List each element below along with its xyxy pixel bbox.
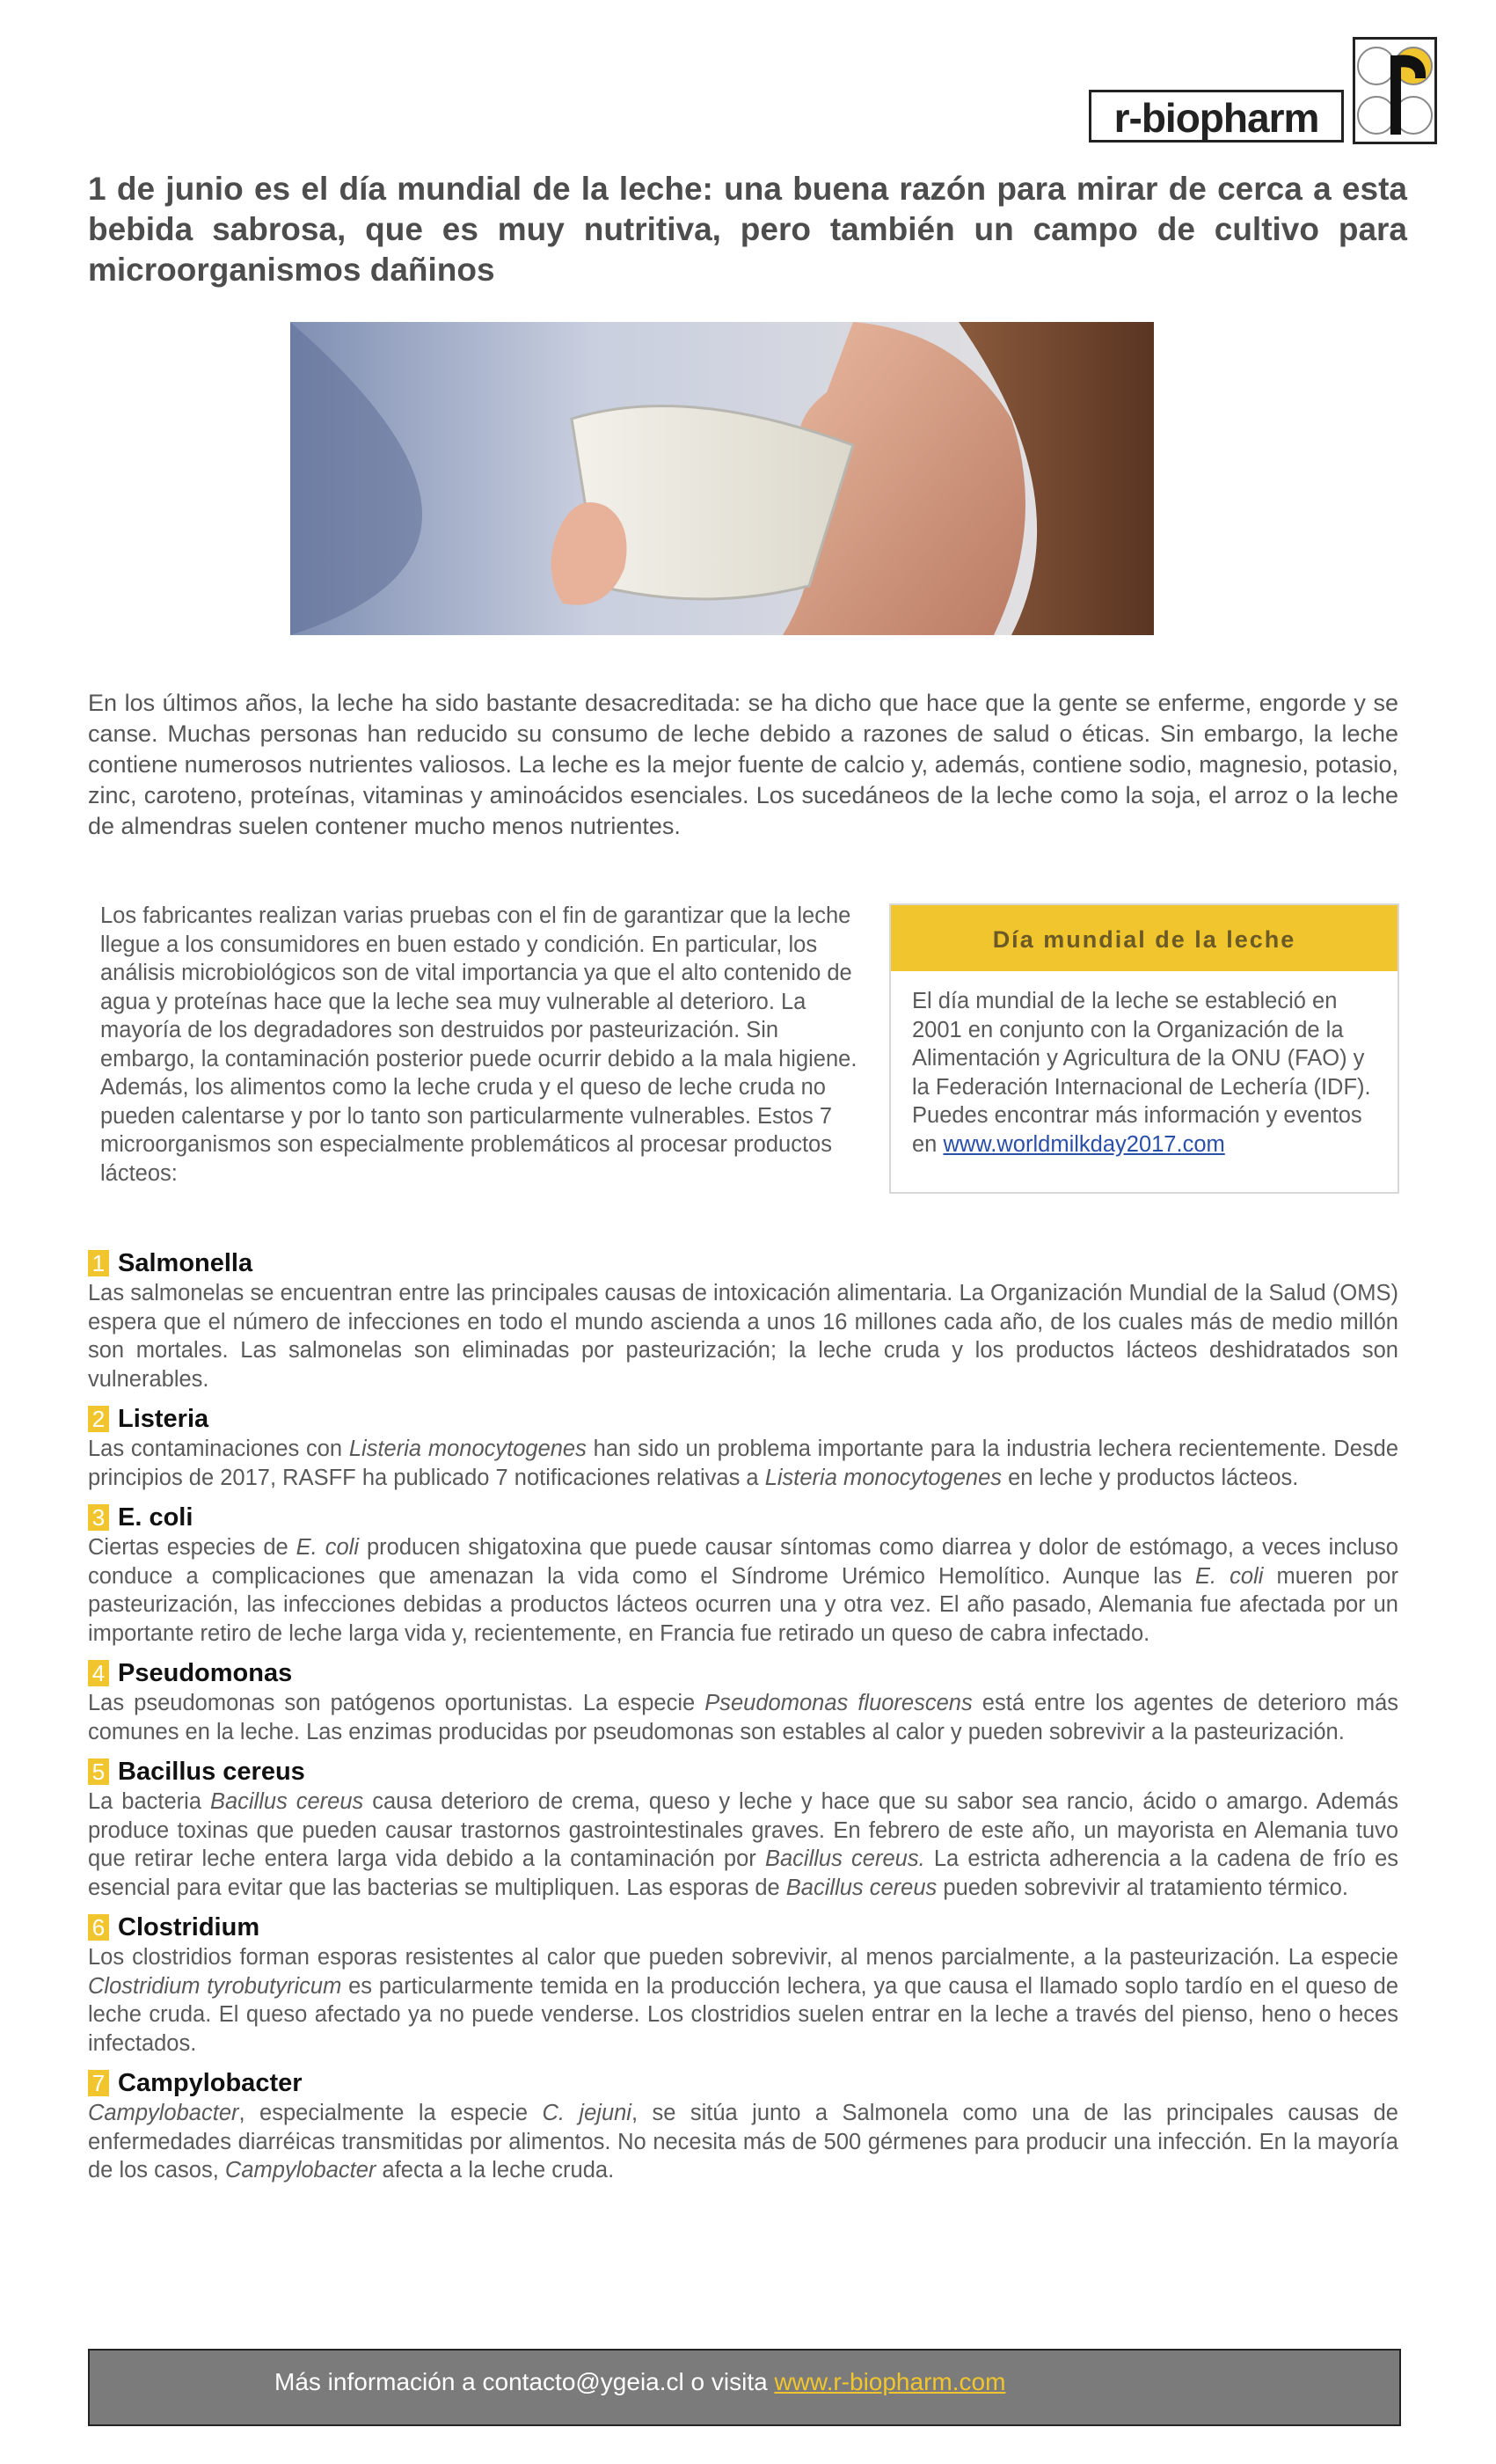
body-text: Ciertas especies de [88,1535,296,1560]
species-name: Pseudomonas fluorescens [704,1691,973,1715]
list-item-header [88,1403,1398,1435]
species-name: C. jejuni [542,2101,631,2125]
list-item [88,1756,1398,1902]
species-name: Listeria monocytogenes [764,1465,1003,1490]
list-item-number-badge: 7 [88,2070,109,2096]
list-item-header [88,1912,1398,1943]
footer-contact-text: Más información a contacto@ygeia.cl o visita [274,2368,775,2395]
hero-image [290,322,1154,635]
intro-paragraph: En los últimos años, la leche ha sido bastante desacreditada: se ha dicho que hace que la gente se enferme, engorde y se canse. Muchas personas han reducido su consumo de leche debido a razones de salud o éticas. Sin embargo, la leche contiene numerosos nutrientes valiosos. La leche es la mejor fuente de calcio y, además, contiene sodio, magnesio, potasio, zinc, caroteno, proteínas, vitaminas y aminoácidos esenciales. Los sucedáneos de la leche como la soja, el arroz o la leche de almendras suelen contener mucho menos nutrientes. [88,690,1398,839]
list-item-number-badge: 4 [88,1660,109,1686]
species-name: Clostridium tyrobutyricum [88,1973,342,1999]
callout-box [889,903,1399,1194]
list-item [88,1912,1398,2058]
list-item-body [88,1279,1398,1393]
list-item-header [88,1502,1398,1533]
body-text: afecta a la leche cruda. [376,2158,615,2183]
list-item [88,1657,1398,1746]
list-item-title: Listeria [118,1404,209,1433]
body-text: mueren por pasteurización, las infecciones debidas a productos lácteos ocurren una y otra vez. El año pasado, Alemania fue afectada por un importante retiro de leche larga vida y, recientemente, en Francia fue retirado un queso de cabra infectado. [88,1563,1398,1646]
rbiopharm-link[interactable]: www.r-biopharm.com [774,2368,1006,2395]
list-item [88,2067,1398,2185]
list-item-body [88,1788,1398,1902]
species-name: Bacillus cereus. [764,1846,925,1871]
list-item-header [88,1657,1398,1689]
list-item-title: Campylobacter [118,2068,303,2097]
lead-paragraph: Los fabricantes realizan varias pruebas con el fin de garantizar que la leche llegue a los consumidores en buen estado y condición. En particular, los análisis microbiológicos son de vital importancia ya que el alto contenido de agua y proteínas hace que la leche sea muy vulnerable al deterioro. La mayoría de los degradadores son destruidos por pasteurización. Sin embargo, la contaminación posterior puede ocurrir debido a la mala higiene. Además, los alimentos como la leche cruda y el queso de leche cruda no pueden calentarse y por lo tanto son particularmente vulnerables. Estos 7 microorganismos son especialmente problemáticos al procesar productos lácteos: [100,903,857,1186]
list-item-header [88,2067,1398,2099]
callout-body [891,971,1397,1159]
body-text: han sido un problema importante para la industria lechera recientemente. Desde principios de 2017, RASFF ha publicado 7 notificaciones relativas a [88,1437,1398,1490]
callout-text: El día mundial de la leche se estableció en 2001 en conjunto con la Organización de la Alimentación y Agricultura de la ONU (FAO) y la Federación Internacional de Lechería (IDF). Puedes encontrar más información y eventos en [912,989,1371,1157]
body-text: producen shigatoxina que puede causar síntomas como diarrea y dolor de estómago, a veces incluso conduce a complicaciones que amenazan la vida como el Síndrome Urémico Hemolítico. Aunque las [88,1535,1398,1589]
body-text: , se sitúa junto a Salmonela como una de las principales causas de enfermedades diarréicas transmitidas por alimentos. No necesita más de 500 gérmenes para producir una infección. En la mayoría de los casos, [88,2101,1398,2183]
list-item-number-badge: 5 [88,1758,109,1785]
logo-wordmark: r-biopharm [1089,90,1344,143]
body-text: Los clostridios forman esporas resistentes al calor que pueden sobrevivir, al menos parcialmente, a la pasteurización. La especie [88,1945,1398,1970]
brand-logo [1089,37,1435,150]
species-name: E. coli [1194,1563,1264,1589]
list-item-title: Bacillus cereus [118,1757,305,1786]
microorganism-list [88,1247,1398,2195]
footer-text [274,2368,1005,2396]
body-text: es particularmente temida en la producción lechera, ya que causa el llamado soplo tardío en el queso de leche cruda. El queso afectado ya no puede venderse. Los clostridios suelen entrar en la leche a través del pienso, heno o heces infectados. [88,1973,1399,2056]
list-item [88,1247,1398,1393]
callout-heading: Día mundial de la leche [891,905,1397,971]
species-name: Bacillus cereus [785,1875,938,1900]
body-text: Las contaminaciones con [88,1437,349,1461]
body-text: está entre los agentes de deterioro más comunes en la leche. Las enzimas producidas por pseudomonas son estables al calor y pueden sobrevivir a la pasteurización. [88,1691,1399,1744]
list-item-title: Pseudomonas [118,1658,293,1687]
body-text: La estricta adherencia a la cadena de frío es esencial para evitar que las bacterias se multipliquen. Las esporas de [88,1846,1399,1900]
list-item-number-badge: 3 [88,1504,109,1531]
list-item-number-badge: 6 [88,1914,109,1941]
body-text: La bacteria [88,1789,210,1814]
list-item-number-badge: 2 [88,1406,109,1432]
species-name: Bacillus cereus [209,1789,364,1814]
body-text: Las pseudomonas son patógenos oportunistas. La especie [88,1691,705,1715]
list-item-header [88,1247,1398,1279]
list-item-body [88,1435,1398,1492]
page-title: 1 de junio es el día mundial de la leche: una buena razón para mirar de cerca a esta bebida sabrosa, que es muy nutritiva, pero también un campo de cultivo para microorganismos dañinos [88,171,1407,288]
list-item [88,1502,1398,1648]
list-item-number-badge: 1 [88,1250,109,1276]
body-text: pueden sobrevivir al tratamiento térmico. [937,1875,1349,1900]
species-name: E. coli [296,1535,359,1560]
body-text: en leche y productos lácteos. [1002,1465,1299,1490]
footer-bar [88,2349,1401,2426]
list-item-body [88,1943,1398,2058]
species-name: Campylobacter [224,2158,376,2183]
body-text: causa deterioro de crema, queso y leche y hace que su sabor sea rancio, ácido o amargo. Además produce toxinas que pueden causar trastornos gastrointestinales graves. En febrero de este año, un mayorista en Alemania tuvo que retirar leche entera larga vida debido a la contaminación por [88,1789,1398,1871]
body-text: , especialmente la especie [238,2101,543,2125]
worldmilkday-link[interactable]: www.worldmilkday2017.com [943,1131,1225,1157]
list-item-body [88,2099,1398,2185]
body-text: Las salmonelas se encuentran entre las principales causas de intoxicación alimentaria. La Organización Mundial de la Salud (OMS) espera que el número de infecciones en todo el mundo ascienda a unos 16 millones cada año, de los cuales más de medio millón son mortales. Las salmonelas son eliminadas por pasteurización; la leche cruda y los productos lácteos deshidratados son vulnerables. [88,1281,1398,1392]
list-item-body [88,1689,1398,1746]
list-item-title: E. coli [118,1503,193,1532]
logo-mark-icon [1353,37,1437,144]
species-name: Campylobacter [88,2101,239,2125]
list-item-body [88,1533,1398,1648]
list-item-header [88,1756,1398,1788]
list-item [88,1403,1398,1492]
species-name: Listeria monocytogenes [348,1437,587,1461]
list-item-title: Clostridium [118,1912,260,1941]
list-item-title: Salmonella [118,1248,253,1277]
